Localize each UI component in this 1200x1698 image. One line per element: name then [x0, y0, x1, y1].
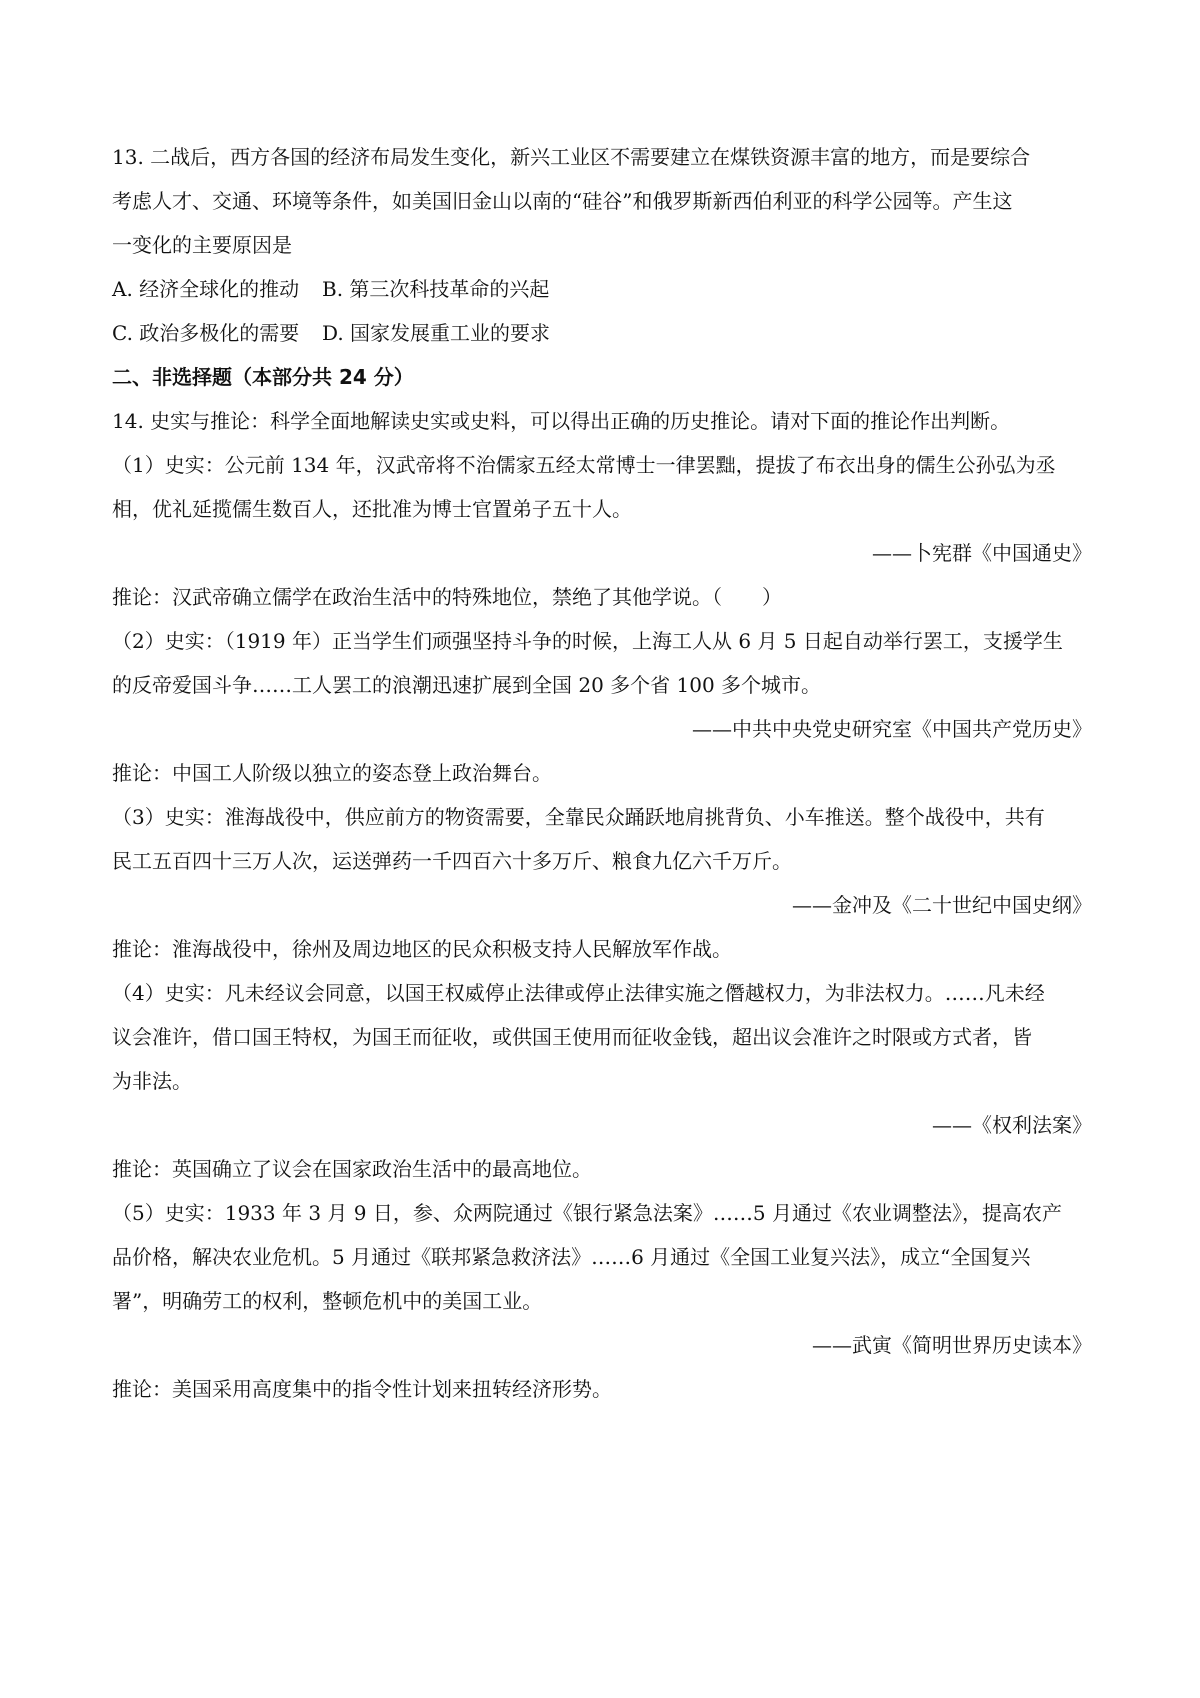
q13-option-c[interactable]: C. 政治多极化的需要 — [112, 321, 300, 345]
q13-option-b[interactable]: B. 第三次科技革命的兴起 — [322, 277, 550, 301]
q14-item4-inference: 推论：英国确立了议会在国家政治生活中的最高地位。 — [112, 1157, 592, 1181]
q14-item1-fact-line1: （1）史实：公元前 134 年，汉武帝将不治儒家五经太常博士一律罢黜，提拔了布衣出身的儒生公孙弘为丞 — [112, 453, 1056, 477]
q14-item3-fact-line1: （3）史实：淮海战役中，供应前方的物资需要，全靠民众踊跃地肩挑背负、小车推送。整个战役中，共有 — [112, 805, 1045, 829]
q13-options-row1 — [112, 276, 1092, 302]
q13-stem-line1: 13. 二战后，西方各国的经济布局发生变化，新兴工业区不需要建立在煤铁资源丰富的地方，而是要综合 — [112, 145, 1031, 169]
q14-item1-source: ——卜宪群《中国通史》 — [872, 541, 1092, 565]
q14-item5-fact-line1: （5）史实：1933 年 3 月 9 日，参、众两院通过《银行紧急法案》……5 月通过《农业调整法》，提高农产 — [112, 1201, 1062, 1225]
q14-item2-source: ——中共中央党史研究室《中国共产党历史》 — [692, 717, 1092, 741]
q13-option-a[interactable]: A. 经济全球化的推动 — [112, 277, 300, 301]
q13-options-row2 — [112, 320, 1092, 346]
q14-item2-fact-line2: 的反帝爱国斗争……工人罢工的浪潮迅速扩展到全国 20 多个省 100 多个城市。 — [112, 673, 822, 697]
q14-item4-fact-line1: （4）史实：凡未经议会同意，以国王权威停止法律或停止法律实施之僭越权力，为非法权力。……凡未经 — [112, 981, 1045, 1005]
q14-item5-source: ——武寅《简明世界历史读本》 — [812, 1333, 1092, 1357]
q14-item5-fact-line3: 署”，明确劳工的权利，整顿危机中的美国工业。 — [112, 1289, 543, 1313]
q14-item1-fact-line2: 相，优礼延揽儒生数百人，还批准为博士官置弟子五十人。 — [112, 497, 632, 521]
q14-item3-inference: 推论：淮海战役中，徐州及周边地区的民众积极支持人民解放军作战。 — [112, 937, 732, 961]
q14-item5-fact-line2: 品价格，解决农业危机。5 月通过《联邦紧急救济法》……6 月通过《全国工业复兴法》，成立“全国复兴 — [112, 1245, 1031, 1269]
q14-item4-fact-line2: 议会准许，借口国王特权，为国王而征收，或供国王使用而征收金钱，超出议会准许之时限或方式者，皆 — [112, 1025, 1032, 1049]
q14-intro: 14. 史实与推论：科学全面地解读史实或史料，可以得出正确的历史推论。请对下面的推论作出判断。 — [112, 409, 1011, 433]
section-heading: 二、非选择题（本部分共 24 分） — [112, 365, 414, 389]
q13-option-d[interactable]: D. 国家发展重工业的要求 — [322, 321, 551, 345]
q14-item4-source: ——《权利法案》 — [932, 1113, 1092, 1137]
q14-item2-inference: 推论：中国工人阶级以独立的姿态登上政治舞台。 — [112, 761, 552, 785]
q13-stem-line3: 一变化的主要原因是 — [112, 233, 292, 257]
q14-item1-inference: 推论：汉武帝确立儒学在政治生活中的特殊地位，禁绝了其他学说。（ ） — [112, 585, 782, 609]
q13-stem-line2: 考虑人才、交通、环境等条件，如美国旧金山以南的“硅谷”和俄罗斯新西伯利亚的科学公园等。产生这 — [112, 189, 1013, 213]
q14-item5-inference: 推论：美国采用高度集中的指令性计划来扭转经济形势。 — [112, 1377, 612, 1401]
q14-item3-fact-line2: 民工五百四十三万人次，运送弹药一千四百六十多万斤、粮食九亿六千万斤。 — [112, 849, 792, 873]
q14-item4-fact-line3: 为非法。 — [112, 1069, 192, 1093]
q14-item2-fact-line1: （2）史实：（1919 年）正当学生们顽强坚持斗争的时候，上海工人从 6 月 5 日起自动举行罢工，支援学生 — [112, 629, 1063, 653]
q14-item3-source: ——金冲及《二十世纪中国史纲》 — [792, 893, 1092, 917]
